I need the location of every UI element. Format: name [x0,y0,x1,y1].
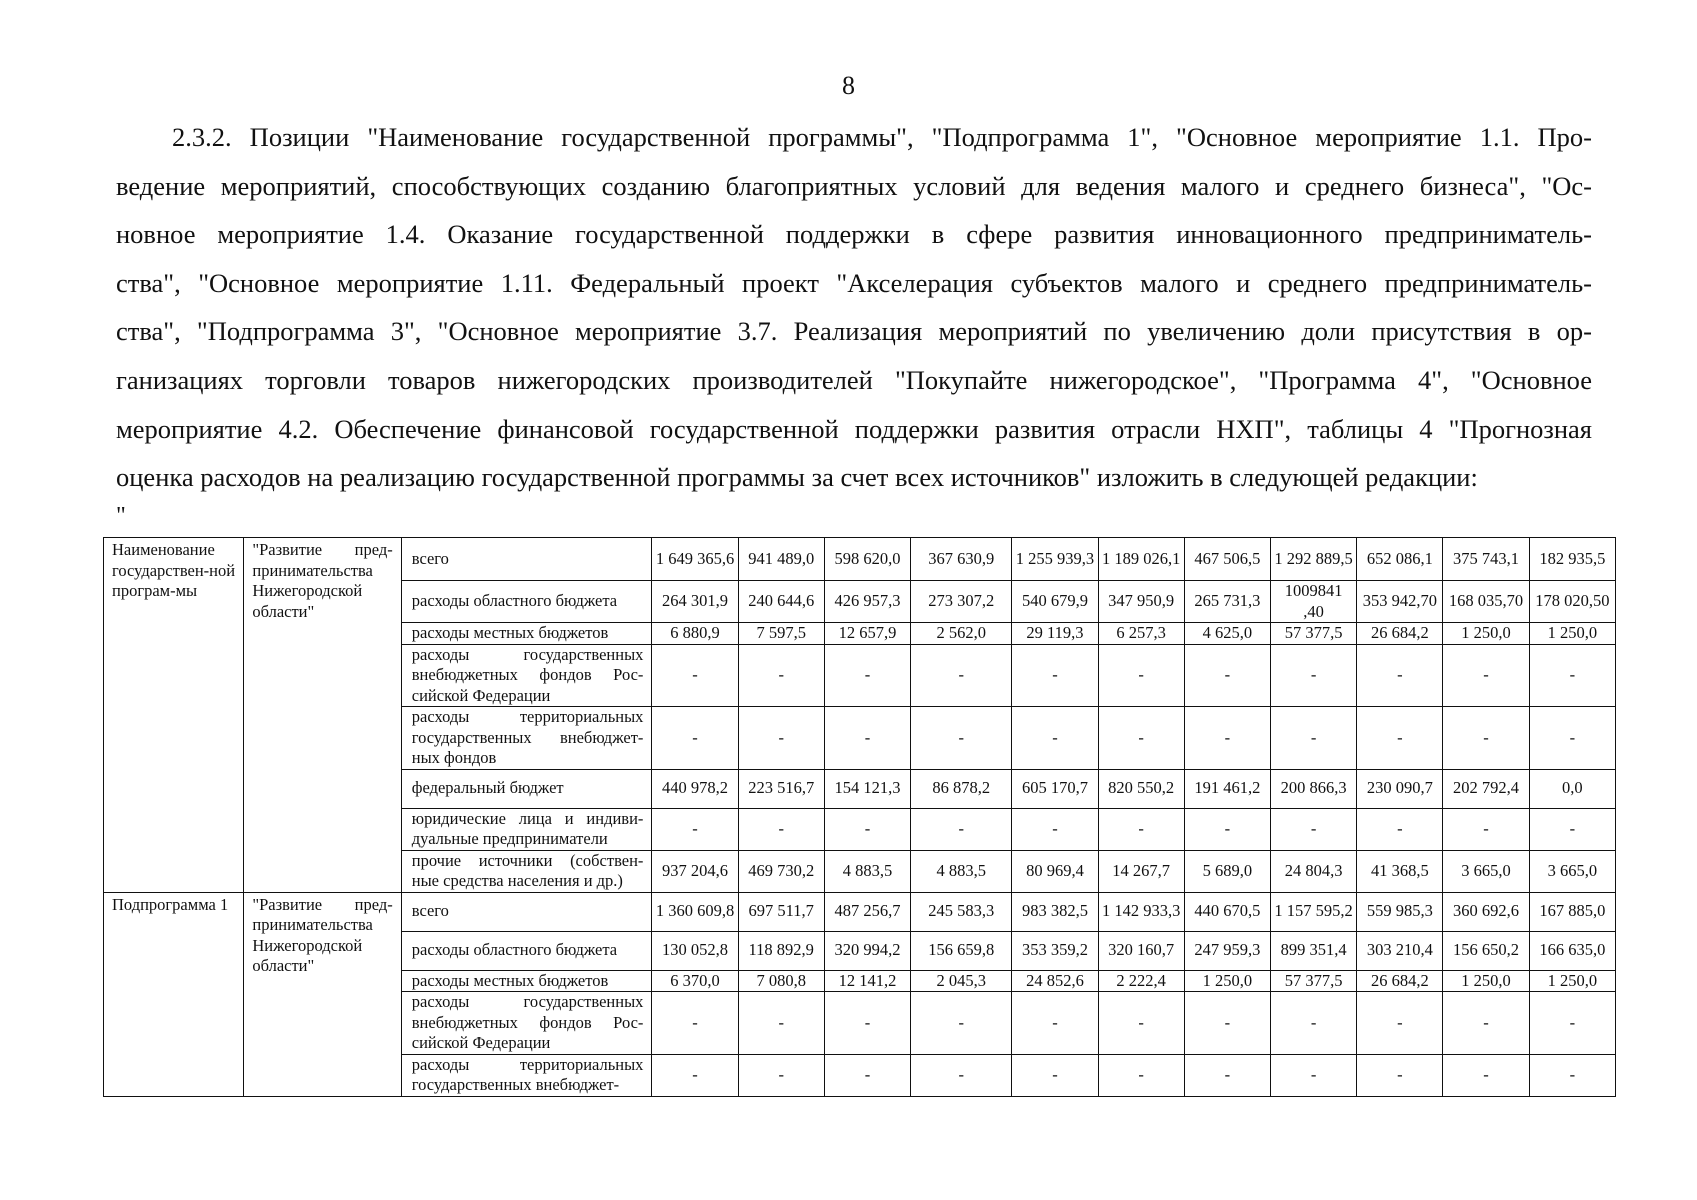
value-cell: 3 665,0 [1529,850,1615,892]
value-cell: - [911,1054,1012,1096]
value-cell: - [1271,707,1357,770]
value-cell: - [652,808,738,850]
value-cell: 156 659,8 [911,931,1012,970]
paragraph-line: ства", "Подпрограмма 3", "Основное мероприятие 3.7. Реализация мероприятий по увеличению доли присутствия в ор- [116,316,1592,347]
value-cell: 652 086,1 [1357,538,1443,581]
value-cell: - [1098,644,1184,707]
value-cell: 605 170,7 [1012,769,1098,808]
value-cell: - [1012,707,1098,770]
value-cell: 245 583,3 [911,892,1012,931]
value-cell: 347 950,9 [1098,581,1184,623]
value-cell: 540 679,9 [1012,581,1098,623]
value-cell: - [738,1054,824,1096]
value-cell: 469 730,2 [738,850,824,892]
value-cell: 1 255 939,3 [1012,538,1098,581]
program-name-cell: Наименование государствен-ной програм-мы [104,538,244,893]
opening-quote: " [116,503,126,529]
value-cell: 273 307,2 [911,581,1012,623]
value-cell: 118 892,9 [738,931,824,970]
value-cell: 178 020,50 [1529,581,1615,623]
value-cell: 697 511,7 [738,892,824,931]
funding-source-cell: всего [401,892,652,931]
value-cell: - [738,707,824,770]
funding-source-cell: расходы государственных внебюджетных фондов Рос-сийской Федерации [401,992,652,1055]
value-cell: 320 994,2 [824,931,910,970]
paragraph-line: новное мероприятие 1.4. Оказание государственной поддержки в сфере развития инновационного предприниматель- [116,219,1592,250]
value-cell: - [1184,644,1270,707]
value-cell: 7 080,8 [738,970,824,992]
value-cell: - [738,644,824,707]
value-cell: 168 035,70 [1443,581,1529,623]
value-cell: 191 461,2 [1184,769,1270,808]
value-cell: 899 351,4 [1271,931,1357,970]
value-cell: 24 804,3 [1271,850,1357,892]
value-cell: 166 635,0 [1529,931,1615,970]
value-cell: 983 382,5 [1012,892,1098,931]
value-cell: 7 597,5 [738,623,824,645]
value-cell: 1 250,0 [1443,970,1529,992]
value-cell: - [1529,1054,1615,1096]
value-cell: 41 368,5 [1357,850,1443,892]
value-cell: - [1529,808,1615,850]
value-cell: - [1529,644,1615,707]
funding-source-cell: федеральный бюджет [401,769,652,808]
value-cell: - [824,707,910,770]
value-cell: 200 866,3 [1271,769,1357,808]
value-cell: 1 189 026,1 [1098,538,1184,581]
value-cell: 80 969,4 [1012,850,1098,892]
program-description-cell: "Развитие пред-принимательства Нижегородской области" [244,892,401,1096]
funding-source-cell: расходы государственных внебюджетных фондов Рос-сийской Федерации [401,644,652,707]
value-cell: - [1443,707,1529,770]
value-cell: 12 141,2 [824,970,910,992]
program-name-cell: Подпрограмма 1 [104,892,244,1096]
value-cell: 182 935,5 [1529,538,1615,581]
value-cell: - [1357,707,1443,770]
value-cell: 167 885,0 [1529,892,1615,931]
value-cell: - [1271,992,1357,1055]
value-cell: 2 045,3 [911,970,1012,992]
paragraph-line: оценка расходов на реализацию государственной программы за счет всех источников" изложить в следующей редакции: [116,462,1478,493]
value-cell: - [824,644,910,707]
value-cell: 0,0 [1529,769,1615,808]
page-number: 8 [842,71,855,100]
paragraph-line: ганизациях торговли товаров нижегородских производителей "Покупайте нижегородское", "Программа 4", "Основное [116,364,1592,395]
value-cell: - [1271,644,1357,707]
value-cell: 937 204,6 [652,850,738,892]
value-cell: 2 562,0 [911,623,1012,645]
value-cell: - [1271,1054,1357,1096]
value-cell: - [1098,707,1184,770]
value-cell: 264 301,9 [652,581,738,623]
funding-source-cell: прочие источники (собствен-ные средства населения и др.) [401,850,652,892]
value-cell: - [1271,808,1357,850]
value-cell: 29 119,3 [1012,623,1098,645]
value-cell: 440 670,5 [1184,892,1270,931]
value-cell: - [1012,644,1098,707]
value-cell: - [824,1054,910,1096]
value-cell: 1 157 595,2 [1271,892,1357,931]
value-cell: 1 292 889,5 [1271,538,1357,581]
value-cell: - [1443,644,1529,707]
value-cell: 1 250,0 [1443,623,1529,645]
value-cell: - [911,808,1012,850]
value-cell: 598 620,0 [824,538,910,581]
paragraph-line: ства", "Основное мероприятие 1.11. Федеральный проект "Акселерация субъектов малого и среднего предприниматель- [116,267,1592,298]
value-cell: 375 743,1 [1443,538,1529,581]
funding-source-cell: расходы местных бюджетов [401,970,652,992]
value-cell: 130 052,8 [652,931,738,970]
value-cell: 202 792,4 [1443,769,1529,808]
value-cell: 426 957,3 [824,581,910,623]
value-cell: 26 684,2 [1357,970,1443,992]
value-cell: 1 250,0 [1184,970,1270,992]
value-cell: - [824,808,910,850]
value-cell: 4 883,5 [911,850,1012,892]
funding-source-cell: расходы местных бюджетов [401,623,652,645]
value-cell: 26 684,2 [1357,623,1443,645]
value-cell: 941 489,0 [738,538,824,581]
paragraph-line: ведение мероприятий, способствующих созданию благоприятных условий для ведения малого и среднего бизнеса", "Ос- [116,170,1592,201]
value-cell: - [652,992,738,1055]
value-cell: 5 689,0 [1184,850,1270,892]
value-cell: 559 985,3 [1357,892,1443,931]
value-cell: - [1357,644,1443,707]
value-cell: 2 222,4 [1098,970,1184,992]
paragraph-line: 2.3.2. Позиции "Наименование государственной программы", "Подпрограмма 1", "Основное мероприятие 1.1. Про- [172,122,1592,152]
value-cell: - [1443,992,1529,1055]
value-cell: 223 516,7 [738,769,824,808]
value-cell: 467 506,5 [1184,538,1270,581]
table-row [104,538,1616,581]
body-paragraph [116,113,1592,502]
value-cell: 1 360 609,8 [652,892,738,931]
value-cell: - [652,1054,738,1096]
value-cell: - [1443,1054,1529,1096]
value-cell: - [738,808,824,850]
value-cell: 1 250,0 [1529,970,1615,992]
value-cell: 353 359,2 [1012,931,1098,970]
value-cell: - [1012,1054,1098,1096]
value-cell: 1 142 933,3 [1098,892,1184,931]
value-cell: 247 959,3 [1184,931,1270,970]
value-cell: 353 942,70 [1357,581,1443,623]
value-cell: - [1357,992,1443,1055]
value-cell: - [1012,808,1098,850]
value-cell: - [911,707,1012,770]
value-cell: 6 880,9 [652,623,738,645]
value-cell: - [1184,1054,1270,1096]
value-cell: 3 665,0 [1443,850,1529,892]
value-cell: - [1184,808,1270,850]
funding-source-cell: расходы территориальных государственных внебюджет- [401,1054,652,1096]
value-cell: 156 650,2 [1443,931,1529,970]
value-cell: - [1357,1054,1443,1096]
value-cell: 360 692,6 [1443,892,1529,931]
funding-source-cell: расходы областного бюджета [401,581,652,623]
value-cell: - [1443,808,1529,850]
value-cell: 303 210,4 [1357,931,1443,970]
program-description-cell: "Развитие пред-принимательства Нижегородской области" [244,538,401,893]
value-cell: - [1098,808,1184,850]
value-cell: - [738,992,824,1055]
value-cell: 240 644,6 [738,581,824,623]
value-cell: 86 878,2 [911,769,1012,808]
funding-source-cell: юридические лица и индиви-дуальные предприниматели [401,808,652,850]
value-cell: 230 090,7 [1357,769,1443,808]
value-cell: 14 267,7 [1098,850,1184,892]
value-cell: 12 657,9 [824,623,910,645]
paragraph-line: мероприятие 4.2. Обеспечение финансовой государственной поддержки развития отрасли НХП", таблицы 4 "Прогнозная [116,413,1592,444]
funding-source-cell: расходы территориальных государственных внебюджет-ных фондов [401,707,652,770]
value-cell: 57 377,5 [1271,970,1357,992]
value-cell: - [824,992,910,1055]
value-cell: 1 250,0 [1529,623,1615,645]
value-cell: - [1529,992,1615,1055]
value-cell: 57 377,5 [1271,623,1357,645]
value-cell: 440 978,2 [652,769,738,808]
value-cell: - [1098,1054,1184,1096]
value-cell: - [1529,707,1615,770]
value-cell: 6 370,0 [652,970,738,992]
value-cell: 487 256,7 [824,892,910,931]
value-cell: - [652,644,738,707]
value-cell: - [911,992,1012,1055]
value-cell: - [1357,808,1443,850]
value-cell: 24 852,6 [1012,970,1098,992]
value-cell: 265 731,3 [1184,581,1270,623]
value-cell: 1 649 365,6 [652,538,738,581]
value-cell: 154 121,3 [824,769,910,808]
value-cell: 820 550,2 [1098,769,1184,808]
budget-table [103,537,1616,1097]
value-cell: 4 625,0 [1184,623,1270,645]
value-cell: 1009841 ,40 [1271,581,1357,623]
value-cell: - [652,707,738,770]
value-cell: - [1184,992,1270,1055]
table-row [104,892,1616,931]
value-cell: 4 883,5 [824,850,910,892]
value-cell: 367 630,9 [911,538,1012,581]
value-cell: - [1012,992,1098,1055]
value-cell: 6 257,3 [1098,623,1184,645]
funding-source-cell: всего [401,538,652,581]
funding-source-cell: расходы областного бюджета [401,931,652,970]
value-cell: 320 160,7 [1098,931,1184,970]
value-cell: - [911,644,1012,707]
value-cell: - [1098,992,1184,1055]
value-cell: - [1184,707,1270,770]
